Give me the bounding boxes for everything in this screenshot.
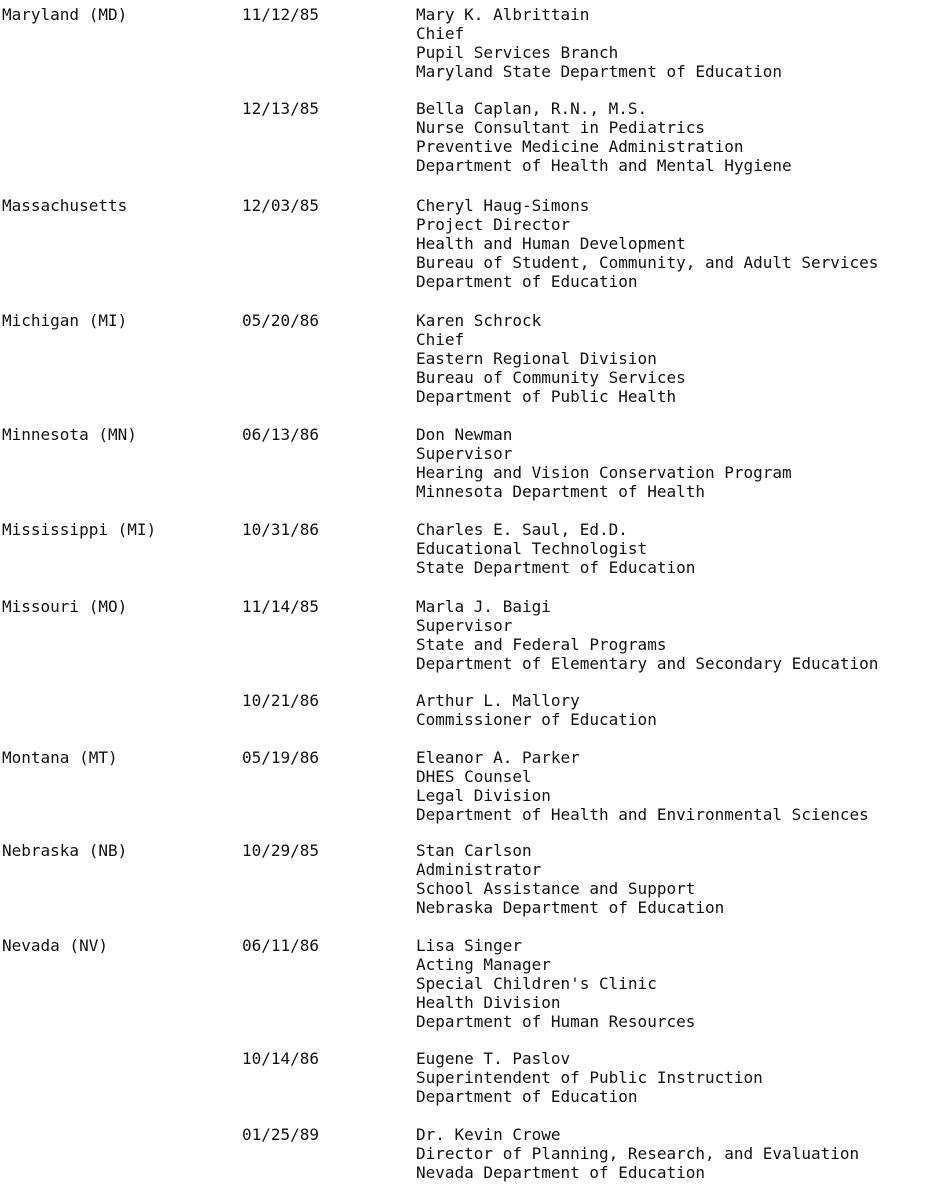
state-name: Maryland (MD) — [2, 5, 128, 24]
entry-date: 11/12/85 — [242, 5, 320, 24]
contact-unit: Special Children's Clinic — [416, 974, 657, 993]
contact-block — [416, 597, 936, 673]
entry-date: 06/11/86 — [242, 936, 320, 955]
contact-division: Health Division — [416, 993, 561, 1012]
contact-agency: Minnesota Department of Health — [416, 482, 705, 501]
contact-unit: Preventive Medicine Administration — [416, 137, 744, 156]
contact-block — [416, 748, 936, 824]
contact-bureau: Bureau of Community Services — [416, 368, 686, 387]
state-name: Nebraska (NB) — [2, 841, 128, 860]
contact-title: Director of Planning, Research, and Evaluation — [416, 1144, 860, 1163]
state-name: Massachusetts — [2, 196, 128, 215]
contact-block — [416, 425, 936, 501]
contact-unit: Eastern Regional Division — [416, 349, 657, 368]
contact-unit: State and Federal Programs — [416, 635, 667, 654]
contact-block — [416, 1125, 936, 1182]
entry-date: 10/21/86 — [242, 691, 320, 710]
contact-agency: State Department of Education — [416, 558, 696, 577]
contact-agency: Nevada Department of Education — [416, 1163, 705, 1182]
contact-name: Lisa Singer — [416, 936, 522, 955]
contact-bureau: Bureau of Student, Community, and Adult Services — [416, 253, 879, 272]
entry-date: 10/31/86 — [242, 520, 320, 539]
contact-block — [416, 520, 936, 577]
contact-agency: Department of Elementary and Secondary Education — [416, 654, 879, 673]
contact-block — [416, 841, 936, 917]
contact-name: Don Newman — [416, 425, 513, 444]
contact-name: Charles E. Saul, Ed.D. — [416, 520, 628, 539]
entry-date: 06/13/86 — [242, 425, 320, 444]
contact-name: Arthur L. Mallory — [416, 691, 580, 710]
contact-agency: Department of Public Health — [416, 387, 677, 406]
contact-name: Cheryl Haug-Simons — [416, 196, 590, 215]
contact-block — [416, 5, 936, 81]
contact-agency: Department of Education — [416, 272, 638, 291]
state-name: Nevada (NV) — [2, 936, 108, 955]
contact-agency: Department of Health and Mental Hygiene — [416, 156, 792, 175]
contact-agency: Nebraska Department of Education — [416, 898, 725, 917]
contact-title: DHES Counsel — [416, 767, 532, 786]
entry-date: 12/13/85 — [242, 99, 320, 118]
state-name: Missouri (MO) — [2, 597, 128, 616]
state-name: Michigan (MI) — [2, 311, 128, 330]
contact-block — [416, 311, 936, 406]
contact-title: Educational Technologist — [416, 539, 648, 558]
contact-block — [416, 1049, 936, 1106]
contact-agency: Department of Health and Environmental Sciences — [416, 805, 869, 824]
contact-agency: Department of Education — [416, 1087, 638, 1106]
contact-agency: Department of Human Resources — [416, 1012, 696, 1031]
entry-date: 05/19/86 — [242, 748, 320, 767]
contact-name: Bella Caplan, R.N., M.S. — [416, 99, 648, 118]
contact-name: Mary K. Albrittain — [416, 5, 590, 24]
state-name: Montana (MT) — [2, 748, 118, 767]
contact-title: Acting Manager — [416, 955, 551, 974]
entry-date: 11/14/85 — [242, 597, 320, 616]
contact-unit: Health and Human Development — [416, 234, 686, 253]
contact-block — [416, 196, 936, 291]
contact-unit: Hearing and Vision Conservation Program — [416, 463, 792, 482]
contact-name: Eleanor A. Parker — [416, 748, 580, 767]
contact-unit: Legal Division — [416, 786, 551, 805]
contact-title: Project Director — [416, 215, 571, 234]
state-name: Minnesota (MN) — [2, 425, 137, 444]
entry-date: 01/25/89 — [242, 1125, 320, 1144]
contact-unit: Pupil Services Branch — [416, 43, 619, 62]
contact-title: Supervisor — [416, 616, 513, 635]
contact-title: Superintendent of Public Instruction — [416, 1068, 763, 1087]
contact-name: Dr. Kevin Crowe — [416, 1125, 561, 1144]
contact-title: Commissioner of Education — [416, 710, 657, 729]
contact-block — [416, 936, 936, 1031]
contact-agency: Maryland State Department of Education — [416, 62, 783, 81]
contact-title: Chief — [416, 24, 465, 43]
contact-unit: School Assistance and Support — [416, 879, 696, 898]
entry-date: 10/14/86 — [242, 1049, 320, 1068]
entry-date: 12/03/85 — [242, 196, 320, 215]
contact-title: Nurse Consultant in Pediatrics — [416, 118, 705, 137]
contact-name: Marla J. Baigi — [416, 597, 551, 616]
contact-title: Supervisor — [416, 444, 513, 463]
contact-block — [416, 691, 936, 729]
contact-title: Chief — [416, 330, 465, 349]
entry-date: 10/29/85 — [242, 841, 320, 860]
contact-name: Eugene T. Paslov — [416, 1049, 571, 1068]
state-name: Mississippi (MI) — [2, 520, 157, 539]
contact-name: Karen Schrock — [416, 311, 542, 330]
contact-block — [416, 99, 936, 175]
contact-name: Stan Carlson — [416, 841, 532, 860]
entry-date: 05/20/86 — [242, 311, 320, 330]
contact-title: Administrator — [416, 860, 542, 879]
